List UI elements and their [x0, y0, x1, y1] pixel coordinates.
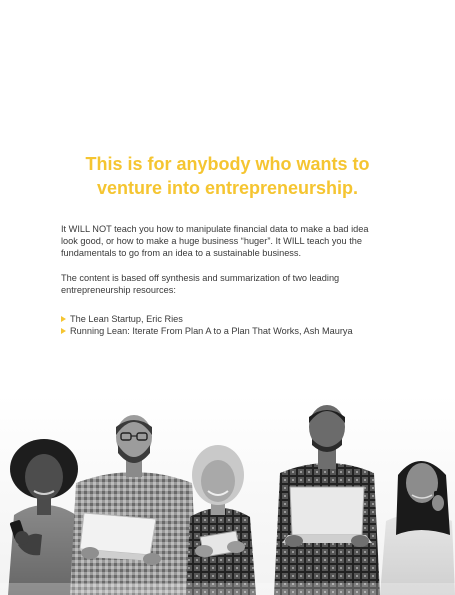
- arrow-bullet-icon: [61, 328, 66, 334]
- list-item: [61, 325, 353, 337]
- intro-line-1: It WILL NOT teach you how to manipulate financial data to make a bad idea: [61, 224, 369, 234]
- headline-line-2: venture into entrepreneurship.: [96, 178, 359, 198]
- list-item: [61, 313, 353, 325]
- intro-line-2: look good, or how to make a huge business “huger”. It WILL teach you the: [61, 236, 362, 247]
- headline: [30, 152, 425, 200]
- resource-label: The Lean Startup, Eric Ries: [70, 314, 183, 324]
- resource-label: Running Lean: Iterate From Plan A to a Plan That Works, Ash Maurya: [70, 326, 353, 337]
- resource-list: [61, 313, 353, 337]
- content-line-2: entrepreneurship resources:: [61, 285, 176, 296]
- arrow-bullet-icon: [61, 316, 66, 322]
- content-paragraph: [61, 272, 406, 296]
- content-line-1: The content is based off synthesis and summarization of two leading: [61, 273, 340, 283]
- intro-paragraph: [61, 223, 406, 260]
- intro-line-3: fundamentals to go from an idea to a sustainable business.: [61, 248, 302, 259]
- headline-line-1: This is for anybody who wants to: [85, 154, 370, 174]
- people-with-devices-photo: [0, 395, 455, 595]
- person-1: [8, 439, 82, 595]
